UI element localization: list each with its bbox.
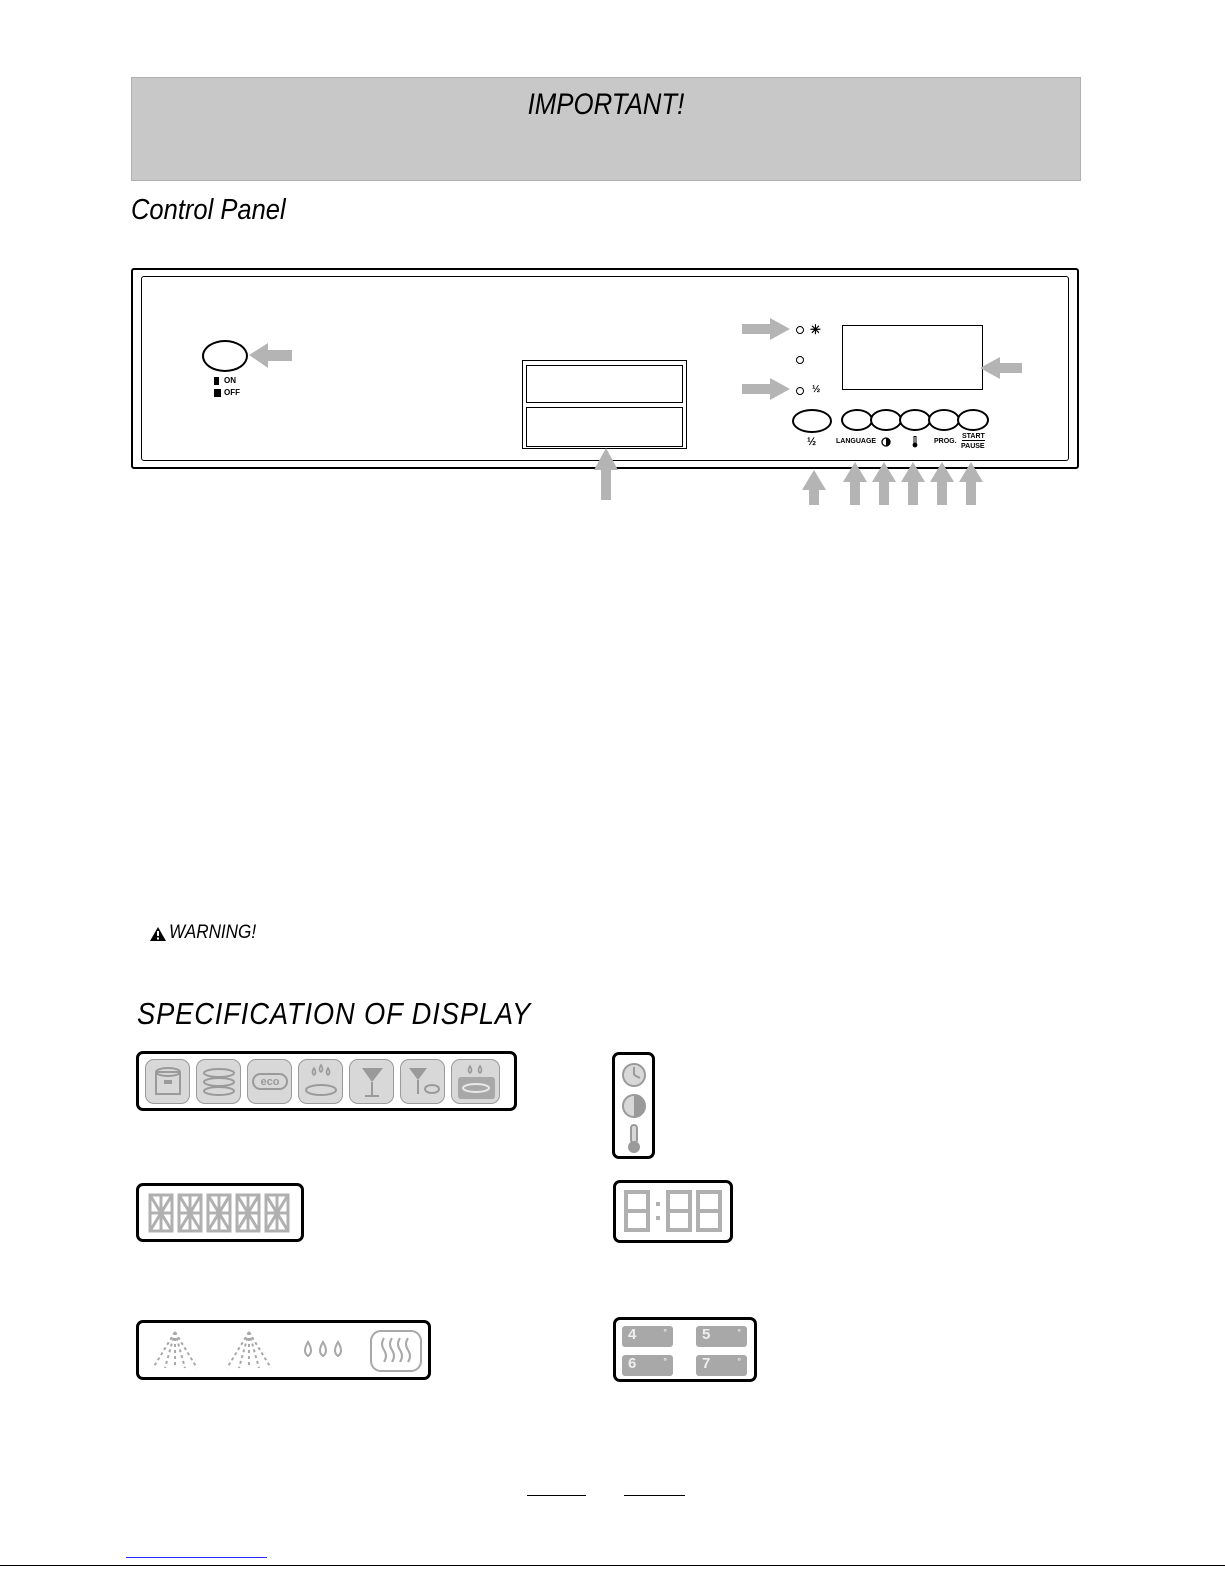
language-button-label: LANGUAGE	[836, 438, 877, 445]
page-bottom-rule	[0, 1565, 1225, 1566]
thermometer-display-icon	[620, 1123, 648, 1155]
eco-text: eco	[252, 1073, 288, 1090]
quick-wash-icon	[451, 1059, 500, 1104]
footer-link-underline[interactable]	[126, 1557, 267, 1558]
temp-value-5: 5	[702, 1326, 711, 1343]
arrow-display	[980, 357, 1022, 379]
rinse-spray-icon	[219, 1328, 279, 1373]
arrow-temperature	[901, 462, 925, 505]
temp-value-4: 4	[628, 1326, 637, 1343]
degree-symbol: °	[663, 1356, 667, 1366]
temp-tile-5	[696, 1326, 747, 1347]
segment-characters	[147, 1193, 295, 1233]
arrow-handle	[594, 448, 618, 500]
temperature-display	[613, 1317, 757, 1382]
temp-tile-6	[622, 1355, 673, 1376]
half-load-button-label: ½	[807, 436, 817, 448]
eco-icon	[247, 1059, 292, 1104]
status-icons-display	[612, 1052, 655, 1159]
control-panel-heading: Control Panel	[131, 194, 286, 226]
intensive-pot-icon	[145, 1059, 190, 1104]
prog-button-label: PROG.	[934, 438, 957, 445]
temp-value-6: 6	[628, 1355, 637, 1372]
degree-symbol: °	[663, 1327, 667, 1337]
temp-value-7: 7	[702, 1355, 711, 1372]
temp-tile-4	[622, 1326, 673, 1347]
callout-arrows	[0, 0, 1225, 520]
drops-icon	[293, 1328, 353, 1373]
half-moon-display-icon	[620, 1091, 648, 1121]
arrow-language	[843, 462, 867, 505]
degree-symbol: °	[737, 1356, 741, 1366]
spec-heading: SPECIFICATION OF DISPLAY	[137, 996, 532, 1031]
dry-heat-icon	[369, 1328, 425, 1373]
warning-label: WARNING!	[169, 922, 257, 943]
program-icons-display	[136, 1051, 517, 1111]
normal-plates-icon	[196, 1059, 241, 1104]
clock-icon	[620, 1060, 648, 1090]
arrow-power	[249, 343, 292, 368]
start-label: START	[962, 433, 985, 440]
glass-cup-icon	[400, 1059, 445, 1104]
stage-icons-display	[136, 1320, 431, 1380]
arrow-half-button	[802, 470, 826, 505]
arrow-program	[930, 462, 954, 505]
warning-icon	[150, 927, 166, 941]
degree-symbol: °	[737, 1327, 741, 1337]
temp-tile-7	[696, 1355, 747, 1376]
arrow-half-led	[742, 378, 790, 400]
glass-icon	[349, 1059, 394, 1104]
time-digits	[622, 1189, 726, 1235]
important-title: IMPORTANT!	[527, 88, 685, 121]
time-segment-display	[613, 1180, 733, 1243]
footer-rule-left	[527, 1495, 586, 1496]
text-segment-display	[136, 1183, 304, 1242]
half-load-led-label: ½	[812, 384, 821, 395]
off-label: OFF	[224, 388, 240, 397]
footer-rule-right	[624, 1495, 685, 1496]
arrow-salt-led	[742, 318, 790, 340]
rinse-drops-icon	[298, 1059, 343, 1104]
on-label: ON	[224, 376, 236, 385]
salt-indicator-icon: ✳	[810, 322, 821, 337]
pause-label: PAUSE	[961, 443, 985, 450]
arrow-delay	[872, 462, 896, 505]
arrow-start	[959, 462, 983, 505]
wash-spray-icon	[145, 1328, 205, 1373]
